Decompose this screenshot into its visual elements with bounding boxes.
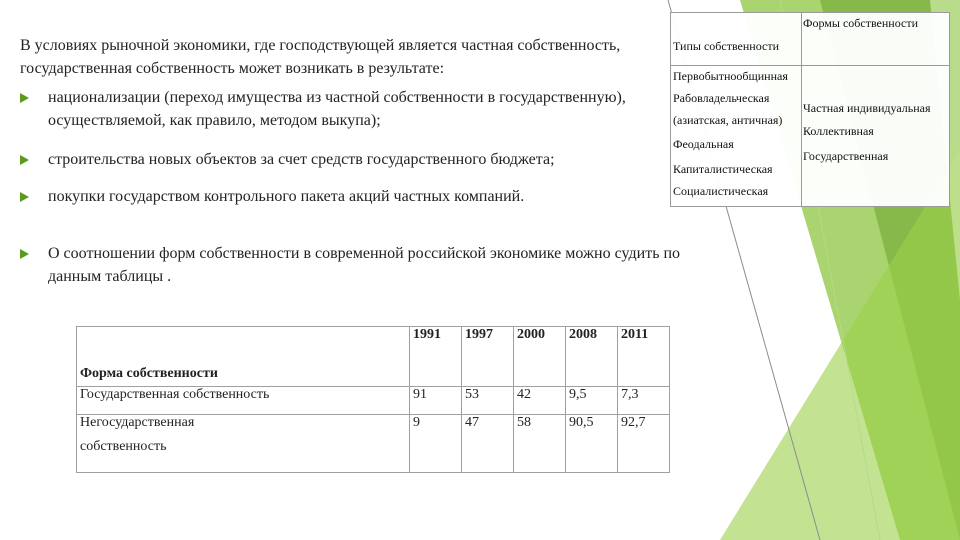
year-header: 2011 [618,327,670,387]
arrow-bullet-icon [20,249,29,259]
cell-value: 42 [514,387,566,415]
row-label: Государственная собственность [77,387,410,415]
form-item: Частная индивидуальная [803,101,931,115]
ownership-types-table [670,12,950,207]
cell-value: 90,5 [566,415,618,473]
arrow-bullet-icon [20,93,29,103]
ownership-data-table [76,326,670,473]
bullet-item [20,185,690,208]
cell-value: 92,7 [618,415,670,473]
bullet-item [20,86,690,132]
cell-value: 7,3 [618,387,670,415]
bullet-text: национализации (переход имущества из частной собственности в государственную), осуществляемой, как правило, методом выкупа); [48,89,626,129]
cell-value: 58 [514,415,566,473]
arrow-bullet-icon [20,192,29,202]
type-item: Капиталистическая [673,162,773,176]
row-label [77,415,410,473]
table-divider [801,13,802,206]
year-header: 1997 [462,327,514,387]
year-header: 2008 [566,327,618,387]
types-header-forms: Формы собственности [803,16,919,30]
type-item: Первобытнообщинная [673,69,788,83]
intro-paragraph: В условиях рыночной экономики, где господствующей является частная собственность, государственная собственность может возникать в результате: [20,37,621,77]
year-header: 1991 [410,327,462,387]
cell-value: 47 [462,415,514,473]
form-item: Государственная [803,149,889,163]
table-row [77,387,670,415]
type-item: Феодальная [673,137,734,151]
cell-value: 91 [410,387,462,415]
types-header-types: Типы собственности [673,39,779,53]
table-divider [671,65,949,66]
cell-value: 9,5 [566,387,618,415]
row-label-line: собственность [80,439,167,454]
bullet-text: покупки государством контрольного пакета акций частных компаний. [48,188,525,205]
type-item: Рабовладельческая [673,91,770,105]
arrow-bullet-icon [20,155,29,165]
header-form-label: Форма собственности [77,327,410,387]
bullet-text: строительства новых объектов за счет средств государственного бюджета; [48,151,555,168]
year-header: 2000 [514,327,566,387]
bullet-text: О соотношении форм собственности в современной российской экономике можно судить по данным таблицы . [48,245,681,285]
type-item: (азиатская, античная) [673,113,783,127]
form-item: Коллективная [803,124,874,138]
cell-value: 9 [410,415,462,473]
row-label-line: Негосударственная [80,415,195,430]
type-item: Социалистическая [673,184,769,198]
bullet-item [20,242,690,288]
bullet-list [20,86,690,288]
cell-value: 53 [462,387,514,415]
bullet-item [20,148,690,171]
table-header-row [77,327,670,387]
table-row [77,415,670,473]
